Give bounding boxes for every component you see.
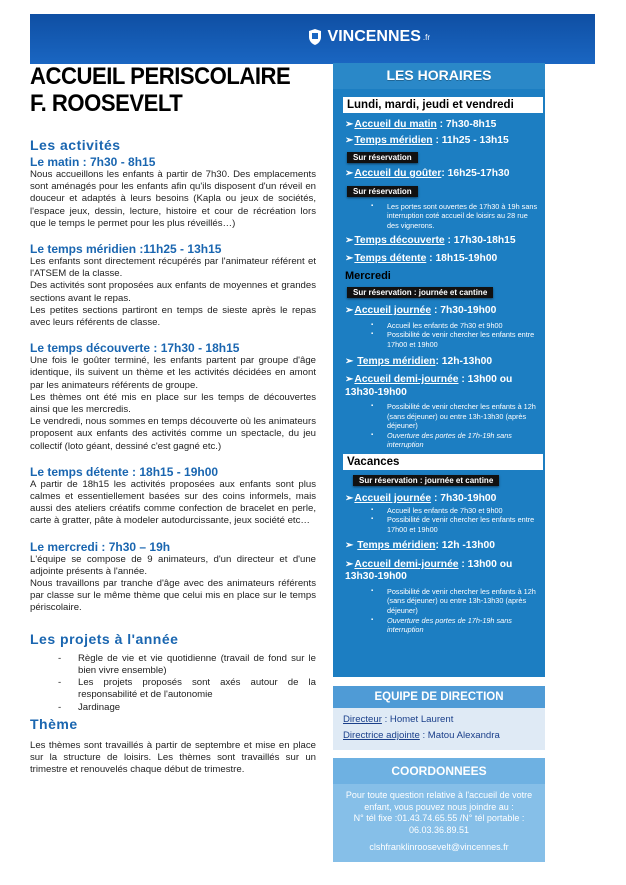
mercredi-label: Mercredi — [345, 270, 391, 283]
vac-accueil-journee: ➢Accueil journée : 7h30-19h00 — [345, 493, 497, 505]
mercredi-p2: Nous travaillons par tranche d'âge avec des animateurs référents par classe sur le même thème que celui mis en place sur le temps périscolaire. — [30, 578, 316, 614]
matin-heading: Le matin : 7h30 - 8h15 — [30, 155, 156, 169]
theme-text: Les thèmes sont travaillés à partir de septembre et mise en place sur la structure de loisirs. Les thèmes sont travaillés sur un trimestre et renouvelés chaque début de trimestre. — [30, 739, 316, 776]
reservation-badge: Sur réservation — [347, 152, 418, 163]
mer-temps-meridien: ➢ Temps méridien: 12h-13h00 — [345, 355, 493, 367]
mer-accueil-demi: ➢Accueil demi-journée : 13h00 ou 13h30-19h00 — [345, 374, 513, 398]
left-column — [30, 63, 316, 776]
list-item: - Règle de vie et vie quotidienne (travail de fond sur le bien vivre ensemble) — [78, 653, 316, 677]
equipe-panel — [333, 686, 545, 750]
week-accueil-gouter: ➢Accueil du goûter: 16h25-17h30 — [345, 168, 510, 179]
arrow-icon: ➢ — [345, 374, 354, 386]
vac-accueil-demi: ➢Accueil demi-journée : 13h00 ou 13h30-19h00 — [345, 558, 513, 583]
projets-heading: Les projets à l'année — [30, 630, 179, 647]
city-shield-icon — [307, 28, 323, 46]
coordonnees-text — [333, 784, 545, 854]
note-item: ▪ Accueil les enfants de 7h30 et 9h00 — [371, 506, 539, 516]
horaires-heading: LES HORAIRES — [333, 63, 545, 89]
gouter-notes — [371, 202, 539, 231]
list-item: - Les projets proposés sont axés autour de la responsabilité et de l'autonomie — [78, 677, 316, 701]
arrow-icon: ➢ — [345, 119, 354, 130]
week-temps-meridien: ➢Temps méridien : 11h25 - 13h15 — [345, 134, 509, 146]
matin-text: Nous accueillons les enfants à partir de 7h30. Des emplacements sont aménagés pour les enfants afin qu'ils disposent d'un réveil en douceur et adaptés à leurs besoins (Kapla ou jeux de sociétés, l'espace jeux, dessin, lecture, histoire et cour de récréation lors que le temps le permet pour les plus réveillés…) — [30, 169, 316, 229]
arrow-icon: ➢ — [345, 168, 354, 179]
note-item: ▪ Possibilité de venir chercher les enfants à 12h (sans déjeuner) ou entre 13h-13h30 (après déjeuner) — [371, 402, 539, 431]
mercredi-heading: Le mercredi : 7h30 – 19h — [30, 539, 171, 554]
arrow-icon: ➢ — [345, 558, 354, 570]
meridien-p1: Les enfants sont directement récupérés par l'animateur référent et l'ATSEM de la classe. — [30, 256, 316, 280]
arrow-icon: ➢ — [345, 355, 354, 367]
note-item: ▪ Possibilité de venir chercher les enfants à 12h (sans déjeuner) ou entre 13h-13h30 (après déjeuner) — [371, 587, 539, 616]
title-line-1: ACCUEIL PERISCOLAIRE — [30, 63, 291, 90]
arrow-icon: ➢ — [345, 305, 354, 317]
vacances-label: Vacances — [343, 454, 543, 470]
page-title — [30, 63, 293, 117]
decouverte-p3: Le vendredi, nous sommes en temps découverte où les animateurs proposent aux enfants des activités comme un spectacle, du jeu collectif (loto géant, dessiné c'est gagné etc.) — [30, 416, 316, 452]
note-item: ▪ Ouverture des portes de 17h-19h sans interruption — [371, 616, 539, 635]
mer-accueil-journee: ➢Accueil journée : 7h30-19h00 — [345, 305, 497, 317]
meridien-p3: Les petites sections partiront en temps de sieste après le repas avec leurs référents de classe. — [30, 304, 316, 329]
week-temps-detente: ➢Temps détente : 18h15-19h00 — [345, 252, 498, 264]
contact-intro: Pour toute question relative à l'accueil de votre enfant, vous pouvez nous joindre au : — [345, 790, 533, 812]
mercredi-p1: L'équipe se compose de 9 animateurs, d'un directeur et d'une adjointe présents à l'année. — [30, 553, 316, 577]
note-item: ▪ Les portes sont ouvertes de 17h30 à 19h sans interruption coté accueil de loisirs au 28 rue des vignerons. — [371, 202, 539, 231]
week-days-label: Lundi, mardi, jeudi et vendredi — [343, 97, 543, 113]
decouverte-p1: Une fois le goûter terminé, les enfants partent par groupe d'âge identique, ils suivent un thème et les activités décidées en amont par les animateurs référents de groupe. — [30, 355, 316, 391]
projets-list — [30, 653, 316, 714]
title-line-2: F. ROOSEVELT — [30, 90, 183, 117]
reservation-badge: Sur réservation — [347, 186, 418, 197]
list-item: - Jardinage — [78, 702, 316, 714]
arrow-icon: ➢ — [345, 235, 354, 247]
arrow-icon: ➢ — [345, 252, 354, 264]
meridien-heading: Le temps méridien :11h25 - 13h15 — [30, 242, 222, 257]
adjointe-line: Directrice adjointe : Matou Alexandra — [343, 730, 500, 741]
note-item: ▪ Possibilité de venir chercher les enfants entre 17h00 et 19h00 — [371, 330, 539, 349]
week-temps-decouverte: ➢Temps découverte : 17h30-18h15 — [345, 235, 516, 247]
week-accueil-matin: ➢Accueil du matin : 7h30-8h15 — [345, 119, 497, 130]
vac-journee-notes — [371, 506, 539, 535]
note-item: ▪ Accueil les enfants de 7h30 et 9h00 — [371, 321, 539, 331]
reservation-journee-badge: Sur réservation : journée et cantine — [347, 287, 493, 298]
vac-temps-meridien: ➢ Temps méridien: 12h -13h00 — [345, 540, 495, 552]
decouverte-p2: Les thèmes ont été mis en place sur les temps de découvertes ainsi que les mercredis. — [30, 391, 316, 416]
directeur-line: Directeur : Homet Laurent — [343, 714, 454, 725]
decouverte-heading: Le temps découverte : 17h30 - 18h15 — [30, 341, 240, 356]
contact-email[interactable]: clshfranklinroosevelt@vincennes.fr — [369, 842, 509, 852]
mer-journee-notes — [371, 321, 539, 350]
arrow-icon: ➢ — [345, 134, 354, 146]
theme-heading: Thème — [30, 715, 78, 732]
coordonnees-heading: COORDONNEES — [333, 758, 545, 784]
vac-demi-notes — [371, 587, 539, 635]
brand-name: VINCENNES — [327, 28, 421, 45]
contact-phones: N° tél fixe :01.43.74.65.55 /N° tél portable : 06.03.36.89.51 — [353, 813, 525, 835]
coordonnees-panel — [333, 758, 545, 862]
arrow-icon: ➢ — [345, 493, 354, 505]
detente-text: A partir de 18h15 les activités proposées aux enfants sont plus calmes et essentiellement basées sur des coins informels, mais aussi des ateliers créatifs comme confection de bracelet en perle, carte à gratter, pâte à modeler autodurcissante, jeux société etc… — [30, 478, 316, 527]
horaires-panel — [333, 63, 545, 677]
brand-suffix: .fr — [422, 32, 430, 42]
note-item: ▪ Possibilité de venir chercher les enfants entre 17h00 et 19h00 — [371, 515, 539, 534]
equipe-heading: EQUIPE DE DIRECTION — [333, 686, 545, 708]
detente-heading: Le temps détente : 18h15 - 19h00 — [30, 464, 219, 479]
arrow-icon: ➢ — [345, 540, 354, 552]
activites-heading: Les activités — [30, 137, 121, 153]
brand-logo[interactable] — [307, 28, 430, 46]
meridien-p2: Des activités sont proposées aux enfants de moyennes et grandes sections avant le repas. — [30, 280, 316, 304]
mer-demi-notes — [371, 402, 539, 450]
note-item: ▪ Ouverture des portes de 17h-19h sans interruption — [371, 431, 539, 450]
reservation-journee-badge: Sur réservation : journée et cantine — [353, 475, 499, 486]
